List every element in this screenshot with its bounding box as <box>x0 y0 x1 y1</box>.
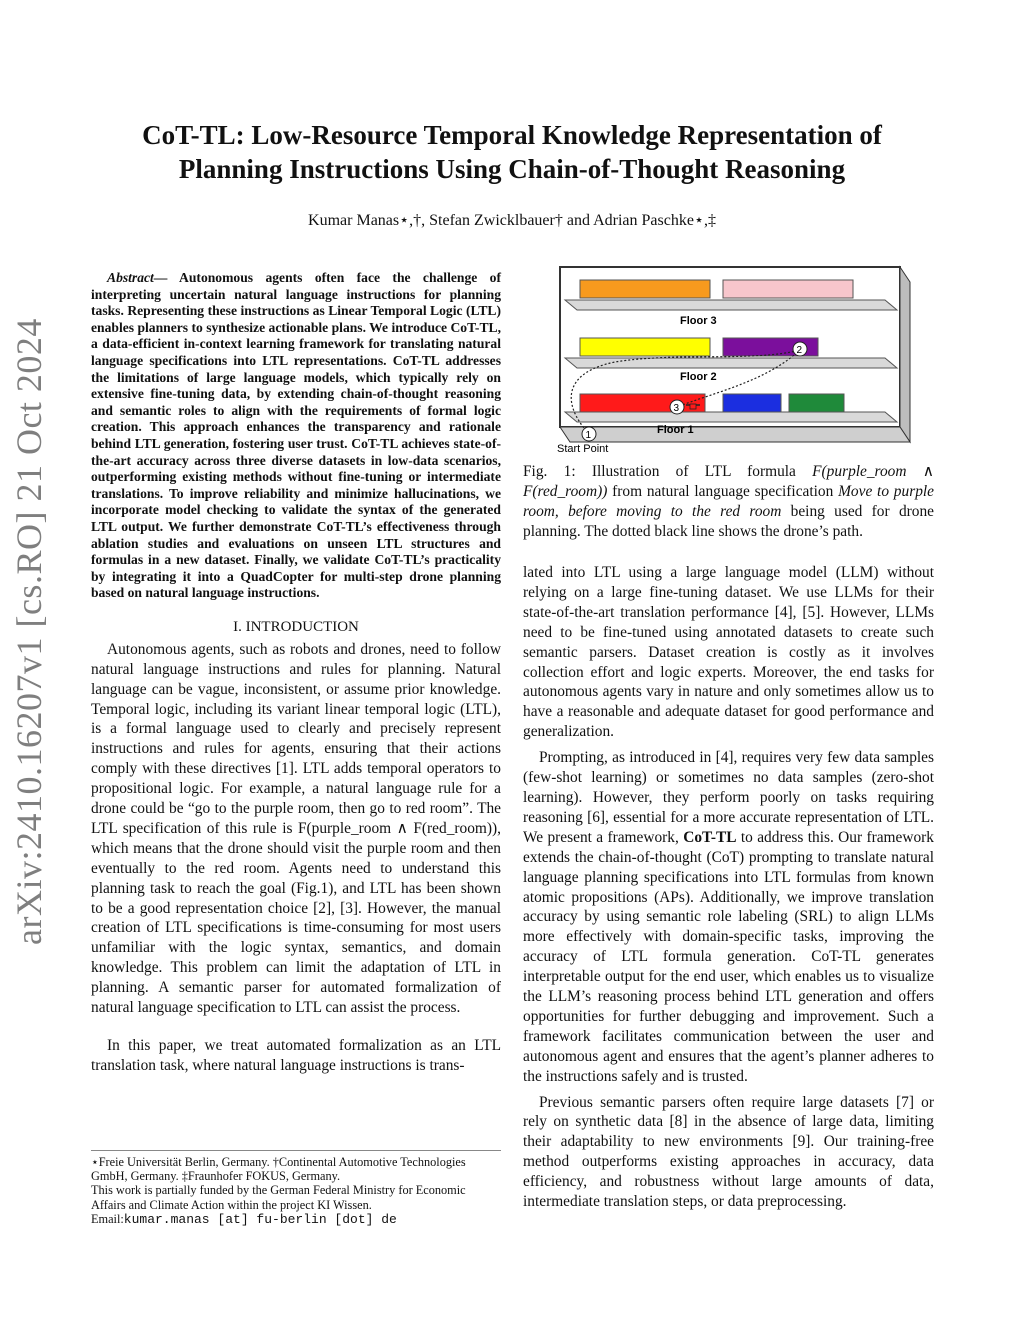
title-line-2: Planning Instructions Using Chain-of-Thought Reasoning <box>178 154 846 184</box>
right-paragraph-1: lated into LTL using a large language model (LLM) without relying on a large fine-tuning dataset. We use LLMs for their state-of-the-art translation performance [4], [5]. However, LLMs need to be fine-tuned using annotated datasets to create such semantic parsers. Dataset creation is costly as it involves collection effort and logic experts. Moreover, the end tasks for autonomous agents vary in nature and only sometimes allow us to have a reasonable and adequate dataset for good performance and generalization. <box>523 564 934 741</box>
yellow-room <box>580 338 710 356</box>
abstract <box>91 270 501 602</box>
footnote-affiliations: ⋆Freie Universität Berlin, Germany. †Continental Automotive Technologies GmbH, Germany. ‡Fraunhofer FOKUS, Germany. <box>91 1155 466 1184</box>
left-column <box>91 270 501 1076</box>
author-list: Kumar Manas⋆,†, Stefan Zwicklbauer† and Adrian Paschke⋆,‡ <box>308 212 716 229</box>
blue-room <box>723 394 781 412</box>
green-room <box>789 394 844 412</box>
abstract-text: Autonomous agents often face the challenge of interpreting uncertain natural language instructions for planning tasks. Representing these instructions as Linear Temporal Logic (LTL) enables planners to synthesize actionable plans. We introduce CoT-TL, a data-efficient in-context learning framework for translating natural language specifications into LTL representations. CoT-TL addresses the limitations of large language models, which typically rely on extensive fine-tuning data, by extending chain-of-thought reasoning and semantic roles to align with the requirements of formal logic creation. This approach enhances the transparency and rationale behind LTL generation, fostering user trust. CoT-TL achieves state-of-the-art accuracy across three diverse datasets in low-data scenarios, outperforming existing methods without fine-tuning or intermediate translations. To improve reliability and minimize hallucinations, we incorporate model checking to validate the syntax of the generated LTL output. We further demonstrate CoT-TL’s effectiveness through ablation studies and evaluations on unseen LTL structures and formulas in a new dataset. Finally, we validate CoT-TL’s practicality by integrating it into a QuadCopter for multi-step drone planning based on natural language instructions. <box>91 270 501 601</box>
right-paragraph-3: Previous semantic parsers often require large datasets [7] or rely on synthetic data [8] in the absence of large data, limiting their adaptability to new environments [9]. Our training-free method outperforms existing approaches in accuracy, data efficiency, and robustness without large amounts of data, intermediate translation steps, or data preprocessing. <box>523 1093 934 1211</box>
figure-building-illustration <box>555 262 915 460</box>
right-paragraph-2 <box>523 748 934 1086</box>
floor-2-label: Floor 2 <box>680 371 717 383</box>
marker-1-label: 1 <box>585 430 592 441</box>
marker-3-label: 3 <box>673 403 680 414</box>
right-paragraph-2-a: Prompting, as introduced in [4], requires very few data samples (few-shot learning) or sometimes no data samples (zero-shot learning). However, they perform poorly on tasks requiring reasoning [6], essential for a more accurate representation of LTL. We present a framework, <box>523 749 934 846</box>
start-point-label: Start Point <box>557 443 609 455</box>
footnote-funding: This work is partially funded by the German Federal Ministry for Economic Affairs and Climate Action within the project KI Wissen. <box>91 1183 466 1212</box>
right-paragraph-2-b: to address this. Our framework extends the chain-of-thought (CoT) prompting to translate natural language planning specifications into LTL formulas from known atomic propositions (APs). Additionally, we improve translation accuracy by using semantic role labeling (SRL) to align LLMs more effectively with domain-specific tasks, improving the accuracy of LTL formula generation. CoT-TL generates interpretable output for the end user, which enables us to visualize the LLM’s reasoning process behind LTL generation and offers opportunities for further debugging and improvement. Such a framework facilitates communication between the user and autonomous agent and ensures that the agent’s planner adheres to the instructions safely and is trusted. <box>523 828 934 1085</box>
floor-3-slab <box>565 300 897 310</box>
intro-paragraph-1: Autonomous agents, such as robots and drones, need to follow natural language instructions and rules for planning. Natural language can be vague, inconsistent, or assume prior knowledge. Temporal logic, including its variant linear temporal logic (LTL), is a formal language used to clearly and precisely represent instructions and rules for agents, ensuring that their actions comply with these directives [1]. LTL adds temporal operators to propositional logic. For example, a natural language rule for a drone could be “go to the purple room, then go to red room”. The LTL specification of this rule is F(purple_room ∧ F(red_room)), which means that the drone should visit the purple room and then eventually to the red room. Agents need to understand this planning task to reach the goal (Fig.1), and LTL has been shown to be a good representation choice [2], [3]. However, the manual creation of LTL specifications is time-consuming for most users unfamiliar with the logic syntax, semantics, and domain knowledge. This problem can limit the adaptation of LTL in planning. A semantic parser for automated formalization of natural language specification to LTL can assist the process. <box>91 640 501 1017</box>
building-base <box>560 427 910 442</box>
right-column <box>523 563 934 1212</box>
email-address: kumar.manas [at] fu-berlin [dot] de <box>123 1211 397 1227</box>
marker-2-label: 2 <box>796 345 803 356</box>
floor-3-label: Floor 3 <box>680 315 717 327</box>
title-line-1: CoT-TL: Low-Resource Temporal Knowledge Representation of <box>142 120 882 150</box>
footnotes <box>91 1150 501 1227</box>
section-heading-introduction: I. INTRODUCTION <box>233 618 359 635</box>
caption-end: being used for drone planning. The dotted black line shows the drone’s path. <box>523 502 934 540</box>
orange-room <box>580 280 710 298</box>
building-side-wall <box>900 267 910 442</box>
abstract-label: Abstract— <box>107 270 168 285</box>
pink-room <box>723 280 853 298</box>
intro-paragraph-2: In this paper, we treat automated formalization as an LTL translation task, where natural language instructions is trans- <box>91 1037 501 1074</box>
caption-formula: F(purple_room ∧ F(red_room)) <box>523 463 934 500</box>
email-label: Email: <box>91 1211 124 1226</box>
red-room <box>580 394 705 412</box>
caption-prefix: Fig. 1: Illustration of LTL formula <box>523 463 813 480</box>
caption-instruction: Move to purple room, before moving to the red room <box>523 482 934 520</box>
footnote-email <box>91 1212 501 1227</box>
paper-title <box>80 118 944 186</box>
caption-mid: from natural language specification <box>607 482 839 500</box>
floor-2-slab <box>565 358 897 368</box>
cot-tl-bold: CoT-TL <box>683 828 737 846</box>
arxiv-identifier: arXiv:2410.16207v1 [cs.RO] 21 Oct 2024 <box>9 318 49 945</box>
figure-caption <box>523 462 934 542</box>
floor-1-slab <box>565 412 897 422</box>
floor-1-label: Floor 1 <box>657 424 694 436</box>
